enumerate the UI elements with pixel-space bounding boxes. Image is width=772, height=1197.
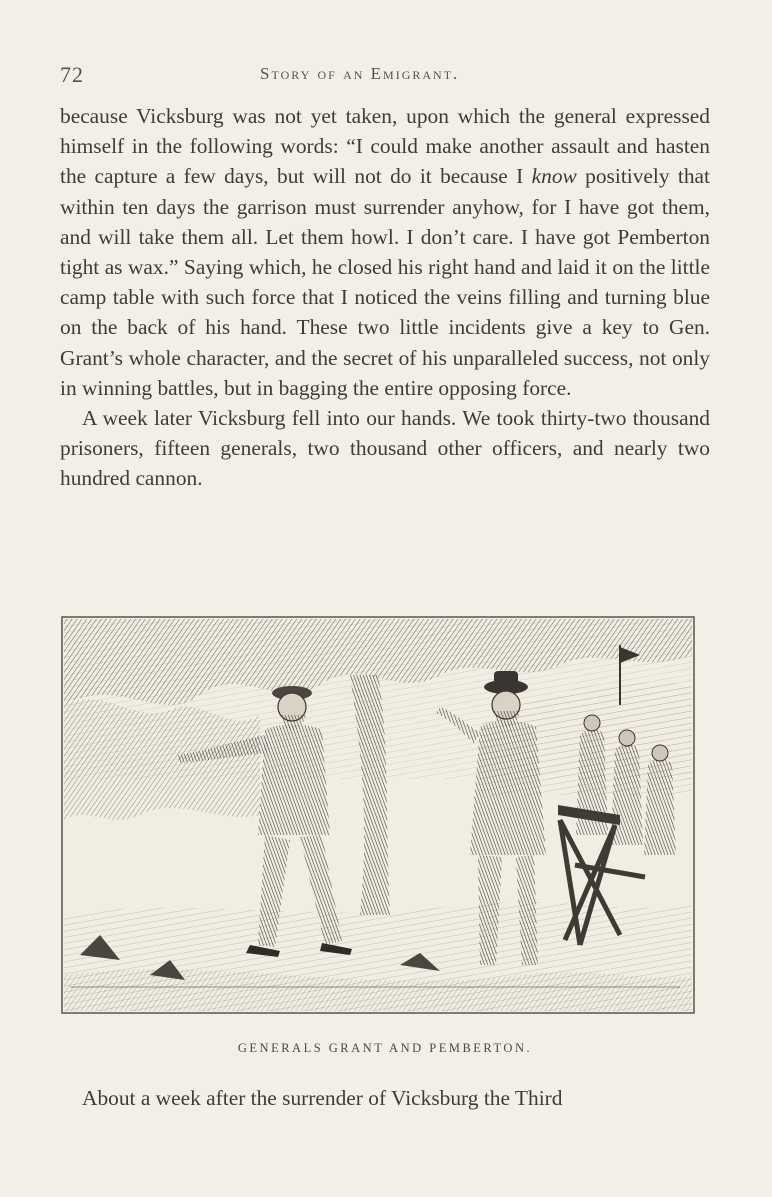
- figure-caption: GENERALS GRANT AND PEMBERTON.: [237, 1041, 533, 1055]
- paragraph-2: A week later Vicksburg fell into our hands. We took thirty-two thousand prisoners, fifteen generals, two thousand other officers, and nearly two hundred cannon.: [60, 406, 710, 491]
- running-title: Story of an Emigrant.: [260, 64, 460, 83]
- page-number: 72: [60, 62, 84, 87]
- continuation-text: About a week after the surrender of Vicksburg the Third: [82, 1086, 563, 1110]
- engraving-illustration: [60, 615, 696, 1015]
- running-head: [60, 62, 710, 86]
- paragraph-1-after: positively that within ten days the garrison must surrender anyhow, for I have got them, and will take them all. Let them howl. I don’t care. I have got Pemberton tight as wax.” Saying which, he closed his right hand and laid it on the little camp table with such force that I noticed the veins filling and turning blue on the back of his hand. These two little incidents give a key to Gen. Grant’s whole character, and the secret of his unparalleled success, not only in winning battles, but in bagging the entire opposing force.: [60, 164, 710, 400]
- engraving-grant-pemberton-icon: [60, 615, 696, 1015]
- body-text: [60, 101, 710, 494]
- paragraph-1-emphasis: know: [531, 164, 577, 189]
- paragraph-1-before: because Vicksburg was not yet taken, upon which the general expressed himself in the following words: “I could make another assault and hasten the capture a few days, but will not do it because I: [60, 104, 710, 189]
- paragraph-1: [60, 101, 710, 403]
